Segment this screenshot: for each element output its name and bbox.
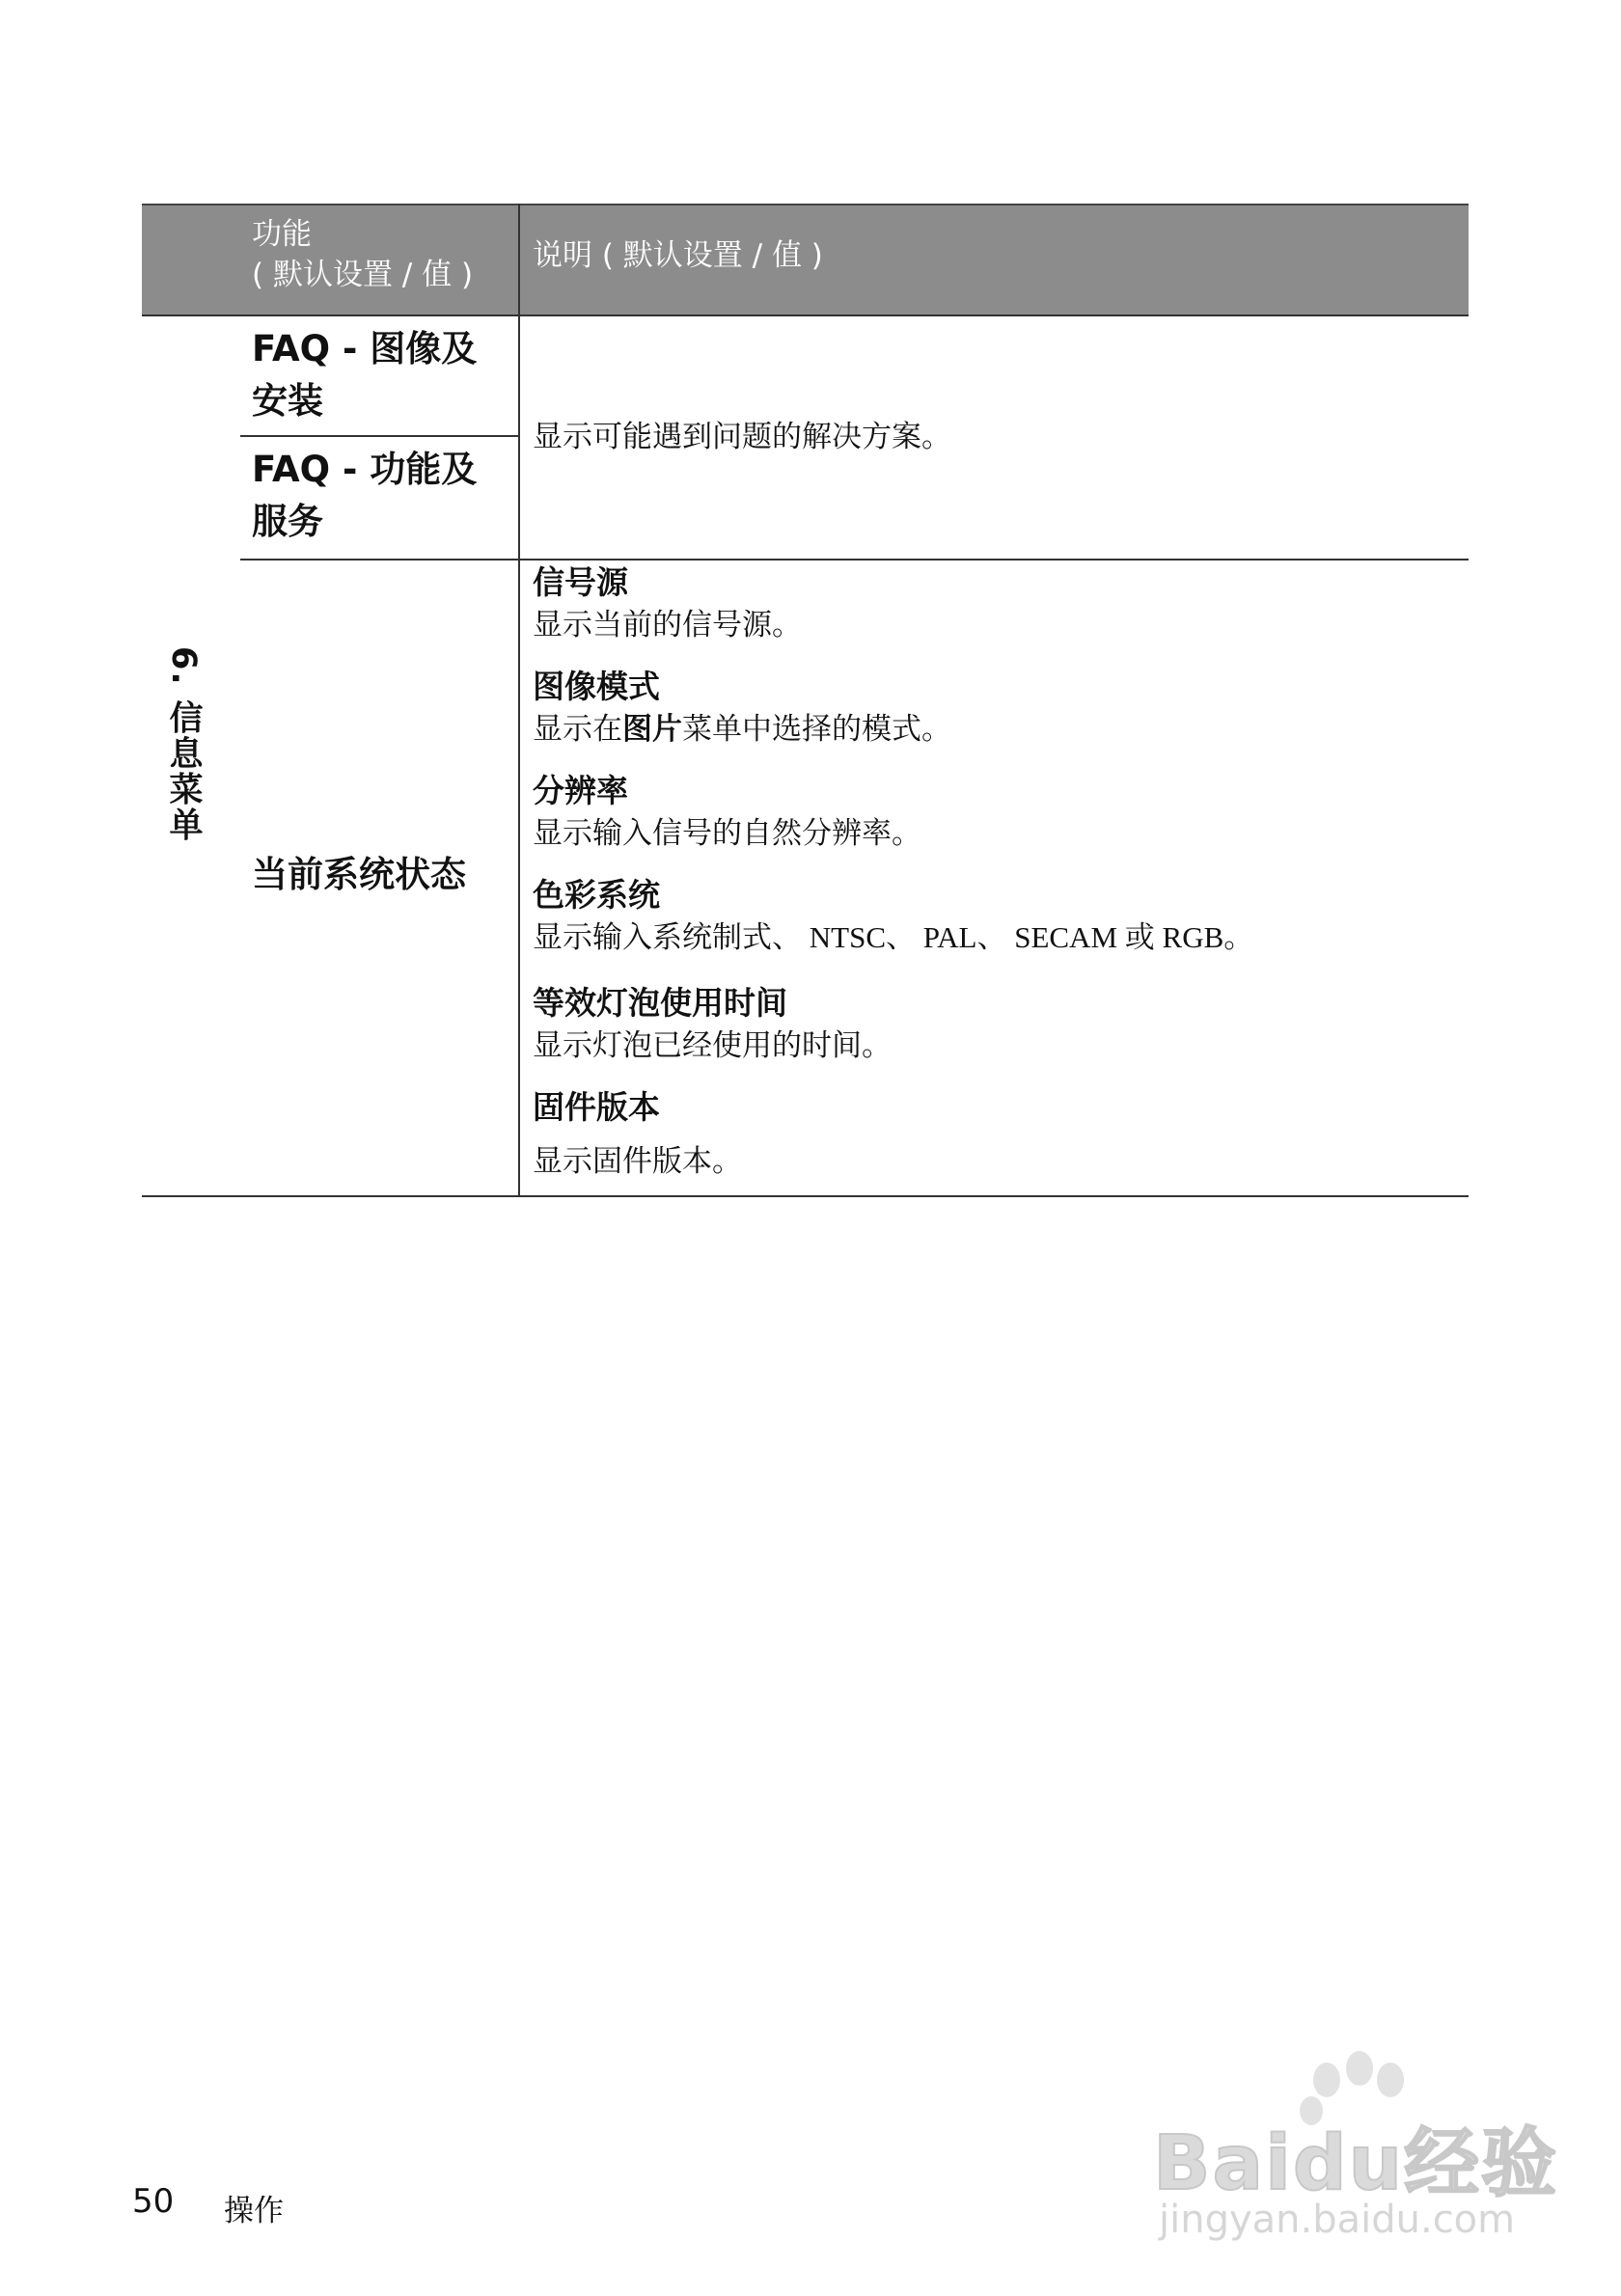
faq-image-install-line1: FAQ - 图像及 [252, 328, 478, 369]
status-item-title: 图像模式 [533, 668, 660, 705]
faq-image-install [252, 323, 512, 427]
status-item-signal-source [533, 561, 1459, 646]
column-divider [518, 204, 520, 1197]
header-description-label: 说明 ( 默认设置 / 值 ) [533, 238, 823, 273]
faq-row-divider [240, 435, 518, 437]
header-function-label: 功能 [252, 217, 312, 252]
status-item-resolution [533, 770, 1459, 855]
status-item-desc [533, 708, 1459, 751]
status-item-desc: 显示灯泡已经使用的时间。 [533, 1028, 892, 1063]
status-item-color-system [533, 874, 1459, 959]
system-status-label: 当前系统状态 [252, 854, 466, 895]
status-item-firmware [533, 1086, 1459, 1183]
faq-function-service-line1: FAQ - 功能及 [252, 449, 478, 490]
status-item-picture-mode [533, 666, 1459, 751]
header-bottom-rule [142, 314, 1469, 316]
section-label: 6. 信息菜单 [164, 646, 203, 843]
status-item-desc: 显示当前的信号源。 [533, 608, 802, 642]
desc-bold: 图片 [622, 712, 682, 747]
desc-text: 或 [1124, 920, 1155, 955]
watermark-url: jingyan.baidu.com [1159, 2198, 1516, 2242]
baidu-watermark [1153, 2045, 1558, 2257]
page-section: 操作 [224, 2194, 284, 2228]
desc-serif: RGB [1154, 920, 1224, 954]
desc-text: 。 [1223, 920, 1254, 955]
status-item-desc [533, 916, 1459, 959]
status-item-title: 分辨率 [533, 772, 628, 809]
status-item-title: 色彩系统 [533, 876, 660, 914]
faq-bottom-rule [240, 559, 1469, 560]
faq-description: 显示可能遇到问题的解决方案。 [533, 420, 951, 454]
status-item-desc: 显示输入信号的自然分辨率。 [533, 816, 921, 851]
system-status-descriptions [533, 561, 1459, 1183]
page-number: 50 [132, 2182, 175, 2221]
desc-text: 菜单中选择的模式。 [682, 712, 951, 747]
faq-function-service-line2: 服务 [252, 501, 323, 542]
faq-function-service [252, 444, 512, 548]
header-function-sublabel: ( 默认设置 / 值 ) [252, 258, 474, 292]
table-bottom-rule [142, 1195, 1469, 1197]
faq-image-install-line2: 安装 [252, 380, 323, 422]
desc-text: 显示输入系统制式、 [533, 920, 802, 955]
status-item-title: 等效灯泡使用时间 [533, 984, 787, 1022]
status-item-title: 固件版本 [533, 1088, 660, 1126]
desc-serif: NTSC、 PAL、 SECAM [802, 920, 1125, 954]
desc-text: 显示在 [533, 712, 622, 747]
watermark-brand: Baidu经验 [1153, 2120, 1559, 2207]
status-item-title: 信号源 [533, 563, 628, 601]
status-item-desc: 显示固件版本。 [533, 1144, 742, 1179]
status-item-lamp-hours [533, 982, 1459, 1067]
